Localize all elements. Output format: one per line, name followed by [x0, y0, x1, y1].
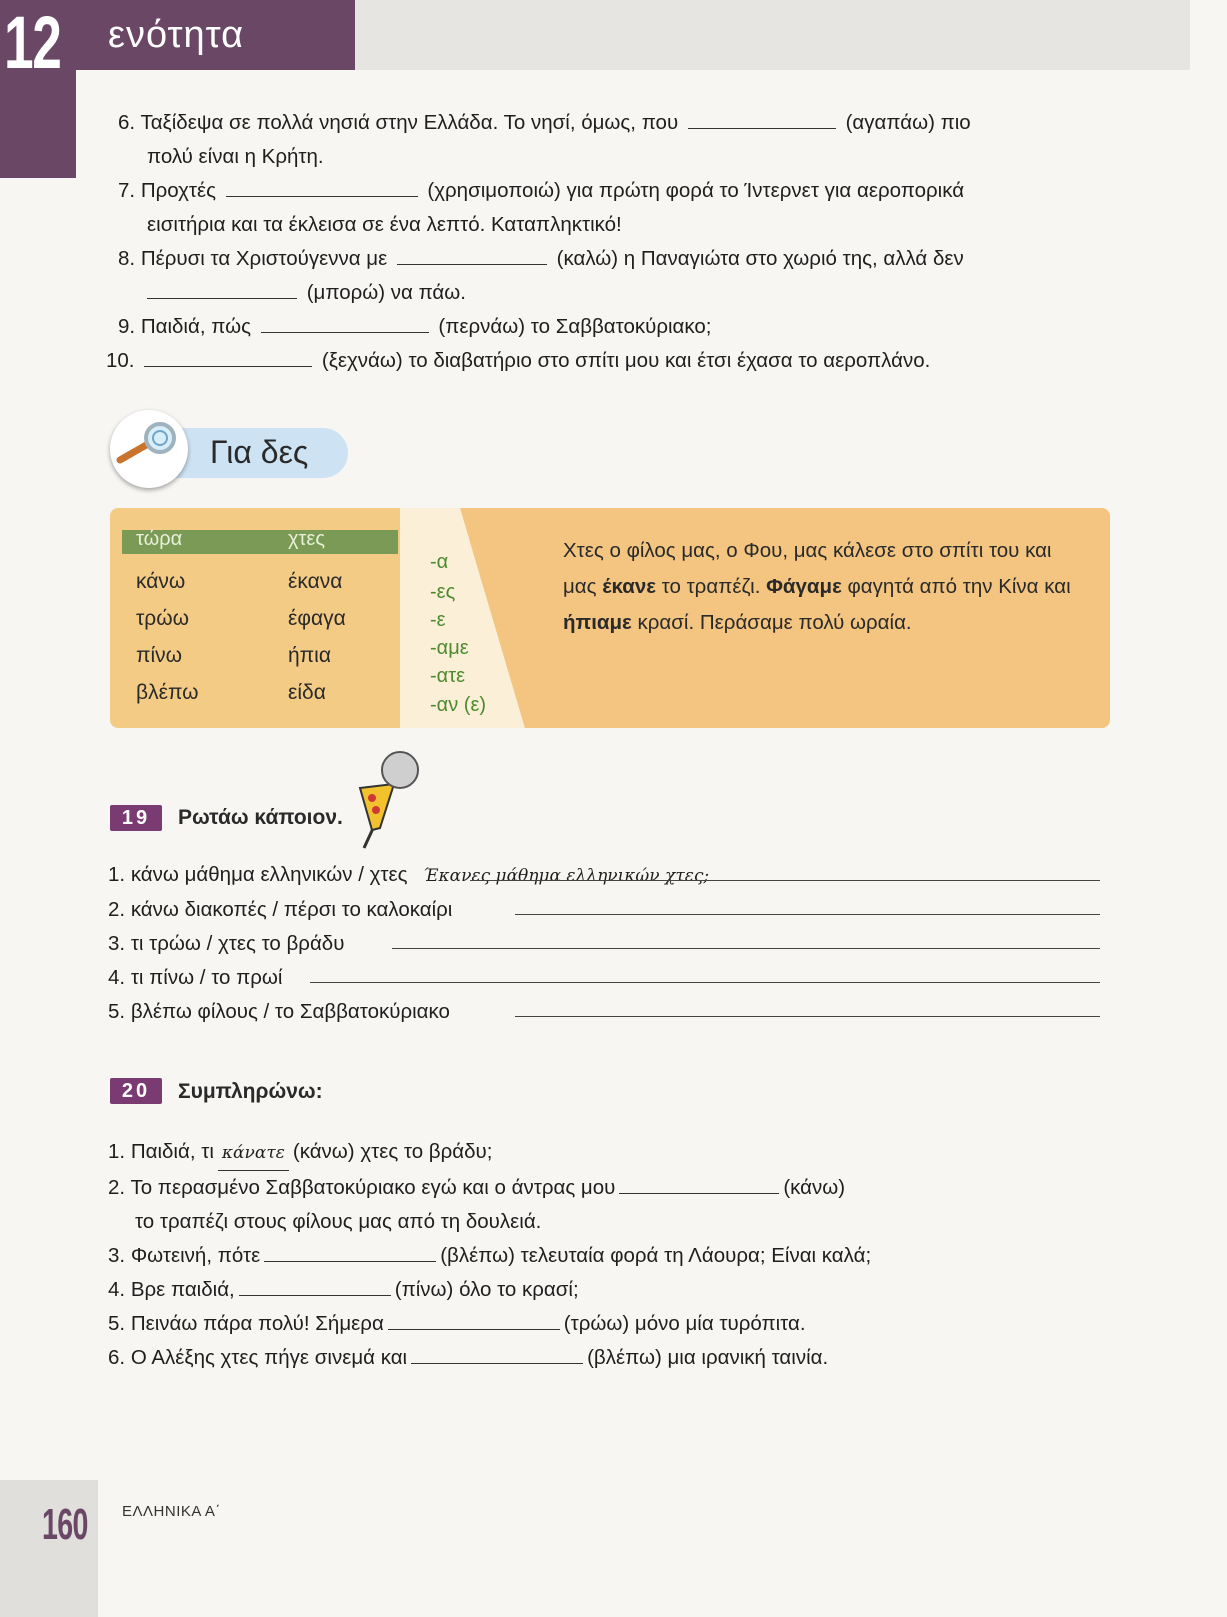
- ending: -ες: [430, 581, 456, 603]
- blank-line[interactable]: [261, 312, 429, 333]
- answer-line[interactable]: [310, 982, 1100, 983]
- unit-number: 12: [4, 1, 61, 84]
- list-item: 10. (ξεχνάω) το διαβατήριο στο σπίτι μου και έτσι έχασα το αεροπλάνο.: [106, 344, 1078, 378]
- ending: -ε: [430, 609, 446, 631]
- exercise-19-title: Ρωτάω κάποιον.: [178, 806, 343, 829]
- list-item: 1. Παιδιά, τι κάνατε (κάνω) χτες το βράδυ;: [108, 1135, 1108, 1171]
- verb-now: βλέπω: [136, 681, 199, 704]
- list-item: 3. Φωτεινή, πότε (βλέπω) τελευταία φορά τη Λάουρα; Είναι καλά;: [108, 1239, 1108, 1273]
- list-item-cont: εισιτήρια και τα έκλεισα σε ένα λεπτό. Καταπληκτικό!: [147, 213, 622, 236]
- list-item: 5. βλέπω φίλους / το Σαββατοκύριακο: [108, 1000, 450, 1023]
- blank-line[interactable]: [264, 1241, 436, 1262]
- magnifier-badge: [110, 410, 188, 488]
- exercise-20-title: Συμπληρώνω:: [178, 1080, 323, 1103]
- ending: -αν (ε): [430, 694, 487, 716]
- book-title: ΕΛΛΗΝΙΚΑ Α΄: [122, 1503, 221, 1520]
- blank-line[interactable]: [147, 278, 297, 299]
- list-item: 7. Προχτές (χρησιμοποιώ) για πρώτη φορά το Ίντερνετ για αεροπορικά: [118, 174, 1078, 208]
- list-item: 8. Πέρυσι τα Χριστούγεννα με (καλώ) η Παναγιώτα στο χωριό της, αλλά δεν: [118, 242, 1078, 276]
- answer-line[interactable]: [515, 914, 1100, 915]
- blank-line[interactable]: [226, 176, 418, 197]
- list-item: 3. τι τρώω / χτες το βράδυ: [108, 932, 345, 955]
- answer-line[interactable]: [515, 1016, 1100, 1017]
- verb-now: πίνω: [136, 644, 183, 667]
- exercise-19-badge: 19: [110, 805, 162, 831]
- list-item: 5. Πεινάω πάρα πολύ! Σήμερα (τρώω) μόνο μία τυρόπιτα.: [108, 1307, 1108, 1341]
- blank-line[interactable]: [397, 244, 547, 265]
- list-item: 4. Βρε παιδιά, (πίνω) όλο το κρασί;: [108, 1273, 1108, 1307]
- verb-past: έφαγα: [288, 607, 346, 630]
- story-text: Χτες ο φίλος μας, ο Φου, μας κάλεσε στο σπίτι του και μας έκανε το τραπέζι. Φάγαμε φαγητά από την Κίνα και ήπιαμε κρασί. Περάσαμε πολύ ωραία.: [563, 539, 1071, 634]
- list-item: 6. Ταξίδεψα σε πολλά νησιά στην Ελλάδα. Το νησί, όμως, που (αγαπάω) πιο: [118, 106, 1078, 140]
- top-exercise: [106, 106, 1078, 378]
- ending: -ατε: [430, 665, 466, 687]
- ending: -α: [430, 551, 449, 573]
- blank-line[interactable]: [619, 1173, 779, 1194]
- microphone-icon: [350, 748, 430, 858]
- unit-word: ενότητα: [108, 14, 245, 56]
- blank-line[interactable]: [239, 1275, 391, 1296]
- blank-line[interactable]: [688, 108, 836, 129]
- list-item-cont: (μπορώ) να πάω.: [118, 276, 1078, 310]
- list-item: 6. Ο Αλέξης χτες πήγε σινεμά και (βλέπω) μια ιρανική ταινία.: [108, 1341, 1108, 1375]
- list-item: 2. Το περασμένο Σαββατοκύριακο εγώ και ο άντρας μου (κάνω): [108, 1171, 1108, 1205]
- ending: -αμε: [430, 637, 469, 659]
- unit-tab-corner: [335, 0, 355, 70]
- list-item: 2. κάνω διακοπές / πέρσι το καλοκαίρι: [108, 898, 453, 921]
- exercise-20-list: [108, 1135, 1108, 1375]
- exercise-19-list: [108, 858, 1108, 1029]
- verb-past: είδα: [288, 681, 326, 704]
- handwritten-answer: κάνατε: [218, 1136, 289, 1171]
- list-item: 9. Παιδιά, πώς (περνάω) το Σαββατοκύριακο;: [118, 310, 1078, 344]
- answer-line[interactable]: [392, 948, 1100, 949]
- handwritten-answer: Έκανες μάθημα ελληνικών χτες;: [423, 866, 710, 886]
- verb-past: έκανα: [288, 570, 343, 593]
- col-now-header: τώρα: [136, 528, 183, 550]
- list-item: 4. τι πίνω / το πρωί: [108, 966, 283, 989]
- blank-line[interactable]: [388, 1309, 560, 1330]
- magnifier-icon: [110, 410, 188, 488]
- gia-des-title: Για δες: [210, 434, 309, 470]
- page-number: 160: [42, 1500, 88, 1549]
- list-item-cont: το τραπέζι στους φίλους μας από τη δουλειά.: [135, 1210, 542, 1233]
- list-item: 1. κάνω μάθημα ελληνικών / χτες Έκανες μάθημα ελληνικών χτες;: [108, 863, 710, 886]
- exercise-20-badge: 20: [110, 1078, 162, 1104]
- blank-line[interactable]: [411, 1343, 583, 1364]
- answer-line[interactable]: [470, 880, 1100, 881]
- verb-now: τρώω: [136, 607, 190, 630]
- blank-line[interactable]: [144, 346, 312, 367]
- list-item-cont: πολύ είναι η Κρήτη.: [147, 145, 324, 168]
- verb-past: ήπια: [288, 644, 331, 667]
- verb-now: κάνω: [136, 570, 186, 593]
- col-yesterday-header: χτες: [288, 528, 325, 550]
